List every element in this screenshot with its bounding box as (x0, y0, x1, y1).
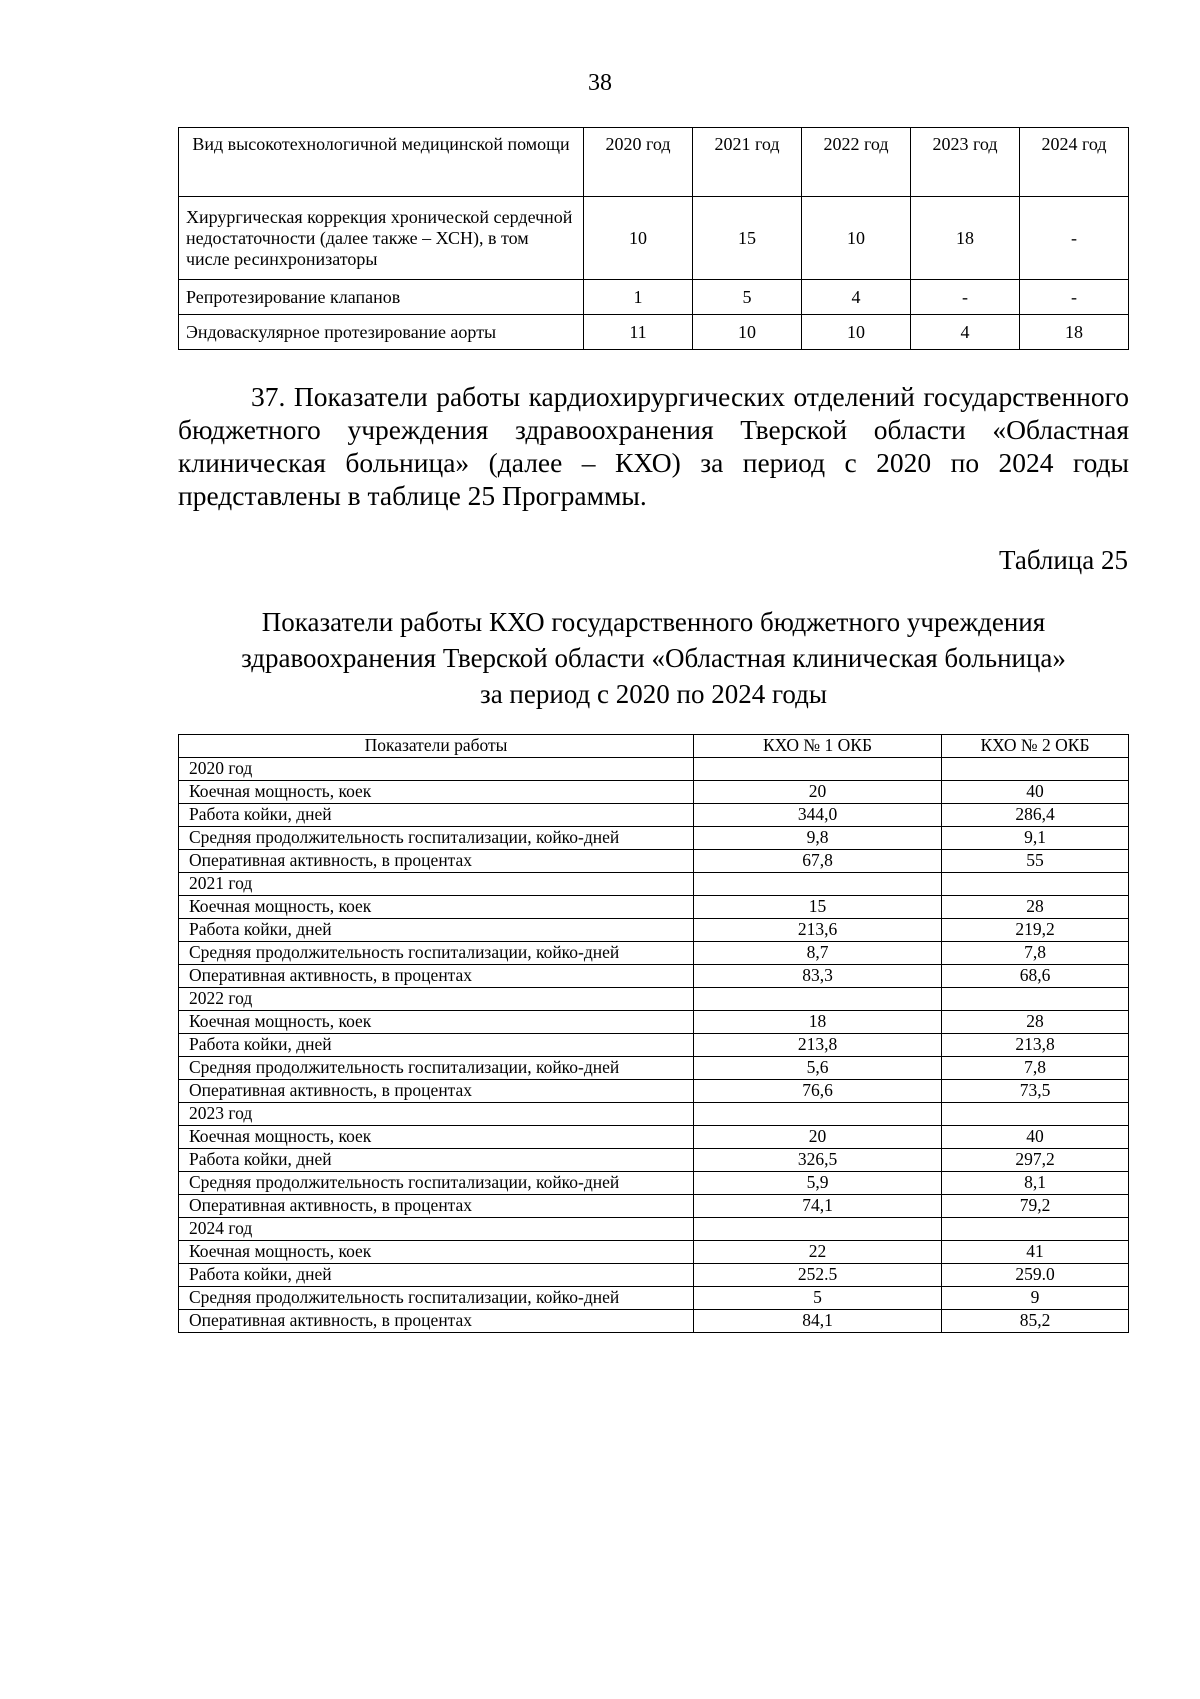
row-label: Средняя продолжительность госпитализации, койко-дней (179, 1057, 694, 1080)
table-cell: 18 (911, 197, 1020, 280)
table-cell: 40 (942, 1126, 1129, 1149)
table-row (179, 1011, 1129, 1034)
table-cell: 10 (584, 197, 693, 280)
row-label: Работа койки, дней (179, 1034, 694, 1057)
table-cell: 4 (802, 280, 911, 315)
table-cell: 85,2 (942, 1310, 1129, 1333)
row-label: Коечная мощность, коек (179, 896, 694, 919)
row-label: Коечная мощность, коек (179, 1126, 694, 1149)
row-label: Коечная мощность, коек (179, 1011, 694, 1034)
table-cell: 7,8 (942, 942, 1129, 965)
row-label: Оперативная активность, в процентах (179, 965, 694, 988)
paragraph-37: 37. Показатели работы кардиохирургических отделений государственного бюджетного учреждения здравоохранения Тверской области «Областная клиническая больница» (далее – КХО) за период с 2020 по 2024 годы представлены в таблице 25 Программы. (178, 381, 1129, 511)
table-cell: 68,6 (942, 965, 1129, 988)
table-cell: 5,9 (694, 1172, 942, 1195)
row-label: Работа койки, дней (179, 1264, 694, 1287)
table-cell: 213,8 (942, 1034, 1129, 1057)
table-cell: 15 (693, 197, 802, 280)
table-cell: 20 (694, 781, 942, 804)
table-row (179, 1310, 1129, 1333)
year-row (179, 1218, 1129, 1241)
row-label: Хирургическая коррекция хронической сердечной недостаточности (далее также – ХСН), в том числе ресинхронизаторы (179, 197, 584, 280)
table-label: Таблица 25 (999, 545, 1128, 575)
table-cell: 5,6 (694, 1057, 942, 1080)
year-label: 2024 год (179, 1218, 694, 1241)
table-cell: - (1020, 280, 1129, 315)
table-cell: 22 (694, 1241, 942, 1264)
year-label: 2023 год (179, 1103, 694, 1126)
year-row (179, 758, 1129, 781)
row-label: Работа койки, дней (179, 804, 694, 827)
hitech-care-table (178, 127, 1129, 350)
table-row (179, 1287, 1129, 1310)
table-cell: 28 (942, 1011, 1129, 1034)
table-body (179, 758, 1129, 1333)
table-cell: 8,7 (694, 942, 942, 965)
table-cell: 10 (693, 315, 802, 350)
table-cell (694, 1103, 942, 1126)
table-cell: 84,1 (694, 1310, 942, 1333)
table-cell: 28 (942, 896, 1129, 919)
table-row (179, 315, 1129, 350)
table-cell: 73,5 (942, 1080, 1129, 1103)
year-row (179, 1103, 1129, 1126)
column-header: 2024 год (1020, 128, 1129, 197)
table-cell: 286,4 (942, 804, 1129, 827)
table-row (179, 1034, 1129, 1057)
table-row (179, 896, 1129, 919)
table-cell: 5 (693, 280, 802, 315)
table-row (179, 197, 1129, 280)
year-row (179, 988, 1129, 1011)
row-label: Средняя продолжительность госпитализации, койко-дней (179, 1287, 694, 1310)
row-label: Оперативная активность, в процентах (179, 850, 694, 873)
table-cell: 9,8 (694, 827, 942, 850)
table-cell (694, 1218, 942, 1241)
table-cell: 252.5 (694, 1264, 942, 1287)
table-cell (942, 1218, 1129, 1241)
table-cell (694, 873, 942, 896)
table-cell: 55 (942, 850, 1129, 873)
table-row (179, 280, 1129, 315)
table-title-line: Показатели работы КХО государственного бюджетного учреждения (261, 607, 1046, 637)
row-label: Оперативная активность, в процентах (179, 1310, 694, 1333)
table-cell: 5 (694, 1287, 942, 1310)
table-row (179, 1264, 1129, 1287)
table-cell: 15 (694, 896, 942, 919)
table-cell: 259.0 (942, 1264, 1129, 1287)
table-row (179, 827, 1129, 850)
row-label: Средняя продолжительность госпитализации, койко-дней (179, 827, 694, 850)
table-cell: 76,6 (694, 1080, 942, 1103)
table-row (179, 1172, 1129, 1195)
table-row (179, 781, 1129, 804)
row-label: Средняя продолжительность госпитализации, койко-дней (179, 942, 694, 965)
table-row (179, 919, 1129, 942)
table-cell: 9 (942, 1287, 1129, 1310)
row-label: Оперативная активность, в процентах (179, 1080, 694, 1103)
column-header: КХО № 2 ОКБ (942, 735, 1129, 758)
table-row (179, 1195, 1129, 1218)
table-title-line: здравоохранения Тверской области «Областная клиническая больница» (241, 643, 1066, 673)
column-header: 2021 год (693, 128, 802, 197)
table-cell (942, 758, 1129, 781)
table-cell: 18 (694, 1011, 942, 1034)
kho-indicators-table (178, 734, 1129, 1333)
table-title (178, 604, 1129, 712)
table-cell: 297,2 (942, 1149, 1129, 1172)
table-cell: 10 (802, 315, 911, 350)
row-label: Эндоваскулярное протезирование аорты (179, 315, 584, 350)
table-cell: 8,1 (942, 1172, 1129, 1195)
table-cell: 4 (911, 315, 1020, 350)
column-header: 2020 год (584, 128, 693, 197)
table-cell: 344,0 (694, 804, 942, 827)
table-cell: 10 (802, 197, 911, 280)
column-header: Вид высокотехнологичной медицинской помощи (179, 128, 584, 197)
table-row (179, 1057, 1129, 1080)
table-row (179, 965, 1129, 988)
page-number: 38 (588, 70, 612, 96)
table-cell: 83,3 (694, 965, 942, 988)
row-label: Работа койки, дней (179, 1149, 694, 1172)
table-cell: 213,6 (694, 919, 942, 942)
table-cell (942, 873, 1129, 896)
table-header-row (179, 128, 1129, 197)
table-cell: 219,2 (942, 919, 1129, 942)
table-cell: 9,1 (942, 827, 1129, 850)
column-header: 2023 год (911, 128, 1020, 197)
column-header: 2022 год (802, 128, 911, 197)
table-cell: 74,1 (694, 1195, 942, 1218)
table-cell (942, 988, 1129, 1011)
row-label: Оперативная активность, в процентах (179, 1195, 694, 1218)
row-label: Коечная мощность, коек (179, 781, 694, 804)
table-cell: 20 (694, 1126, 942, 1149)
year-row (179, 873, 1129, 896)
column-header: КХО № 1 ОКБ (694, 735, 942, 758)
table-cell: 7,8 (942, 1057, 1129, 1080)
table-cell: 213,8 (694, 1034, 942, 1057)
table-row (179, 1241, 1129, 1264)
year-label: 2020 год (179, 758, 694, 781)
table-cell: 1 (584, 280, 693, 315)
table-header-row (179, 735, 1129, 758)
table-cell: 67,8 (694, 850, 942, 873)
table-cell: 18 (1020, 315, 1129, 350)
table-cell: - (911, 280, 1020, 315)
table-cell: 326,5 (694, 1149, 942, 1172)
table-cell: 41 (942, 1241, 1129, 1264)
table-cell (694, 988, 942, 1011)
table-cell: 79,2 (942, 1195, 1129, 1218)
row-label: Средняя продолжительность госпитализации, койко-дней (179, 1172, 694, 1195)
row-label: Работа койки, дней (179, 919, 694, 942)
row-label: Репротезирование клапанов (179, 280, 584, 315)
table-cell (694, 758, 942, 781)
table-row (179, 1126, 1129, 1149)
column-header: Показатели работы (179, 735, 694, 758)
table-row (179, 804, 1129, 827)
table-cell: - (1020, 197, 1129, 280)
table-row (179, 1149, 1129, 1172)
table-cell: 11 (584, 315, 693, 350)
table-title-line: за период с 2020 по 2024 годы (480, 679, 827, 709)
table-row (179, 1080, 1129, 1103)
table-row (179, 850, 1129, 873)
row-label: Коечная мощность, коек (179, 1241, 694, 1264)
table-cell: 40 (942, 781, 1129, 804)
table-row (179, 942, 1129, 965)
year-label: 2021 год (179, 873, 694, 896)
table-cell (942, 1103, 1129, 1126)
year-label: 2022 год (179, 988, 694, 1011)
